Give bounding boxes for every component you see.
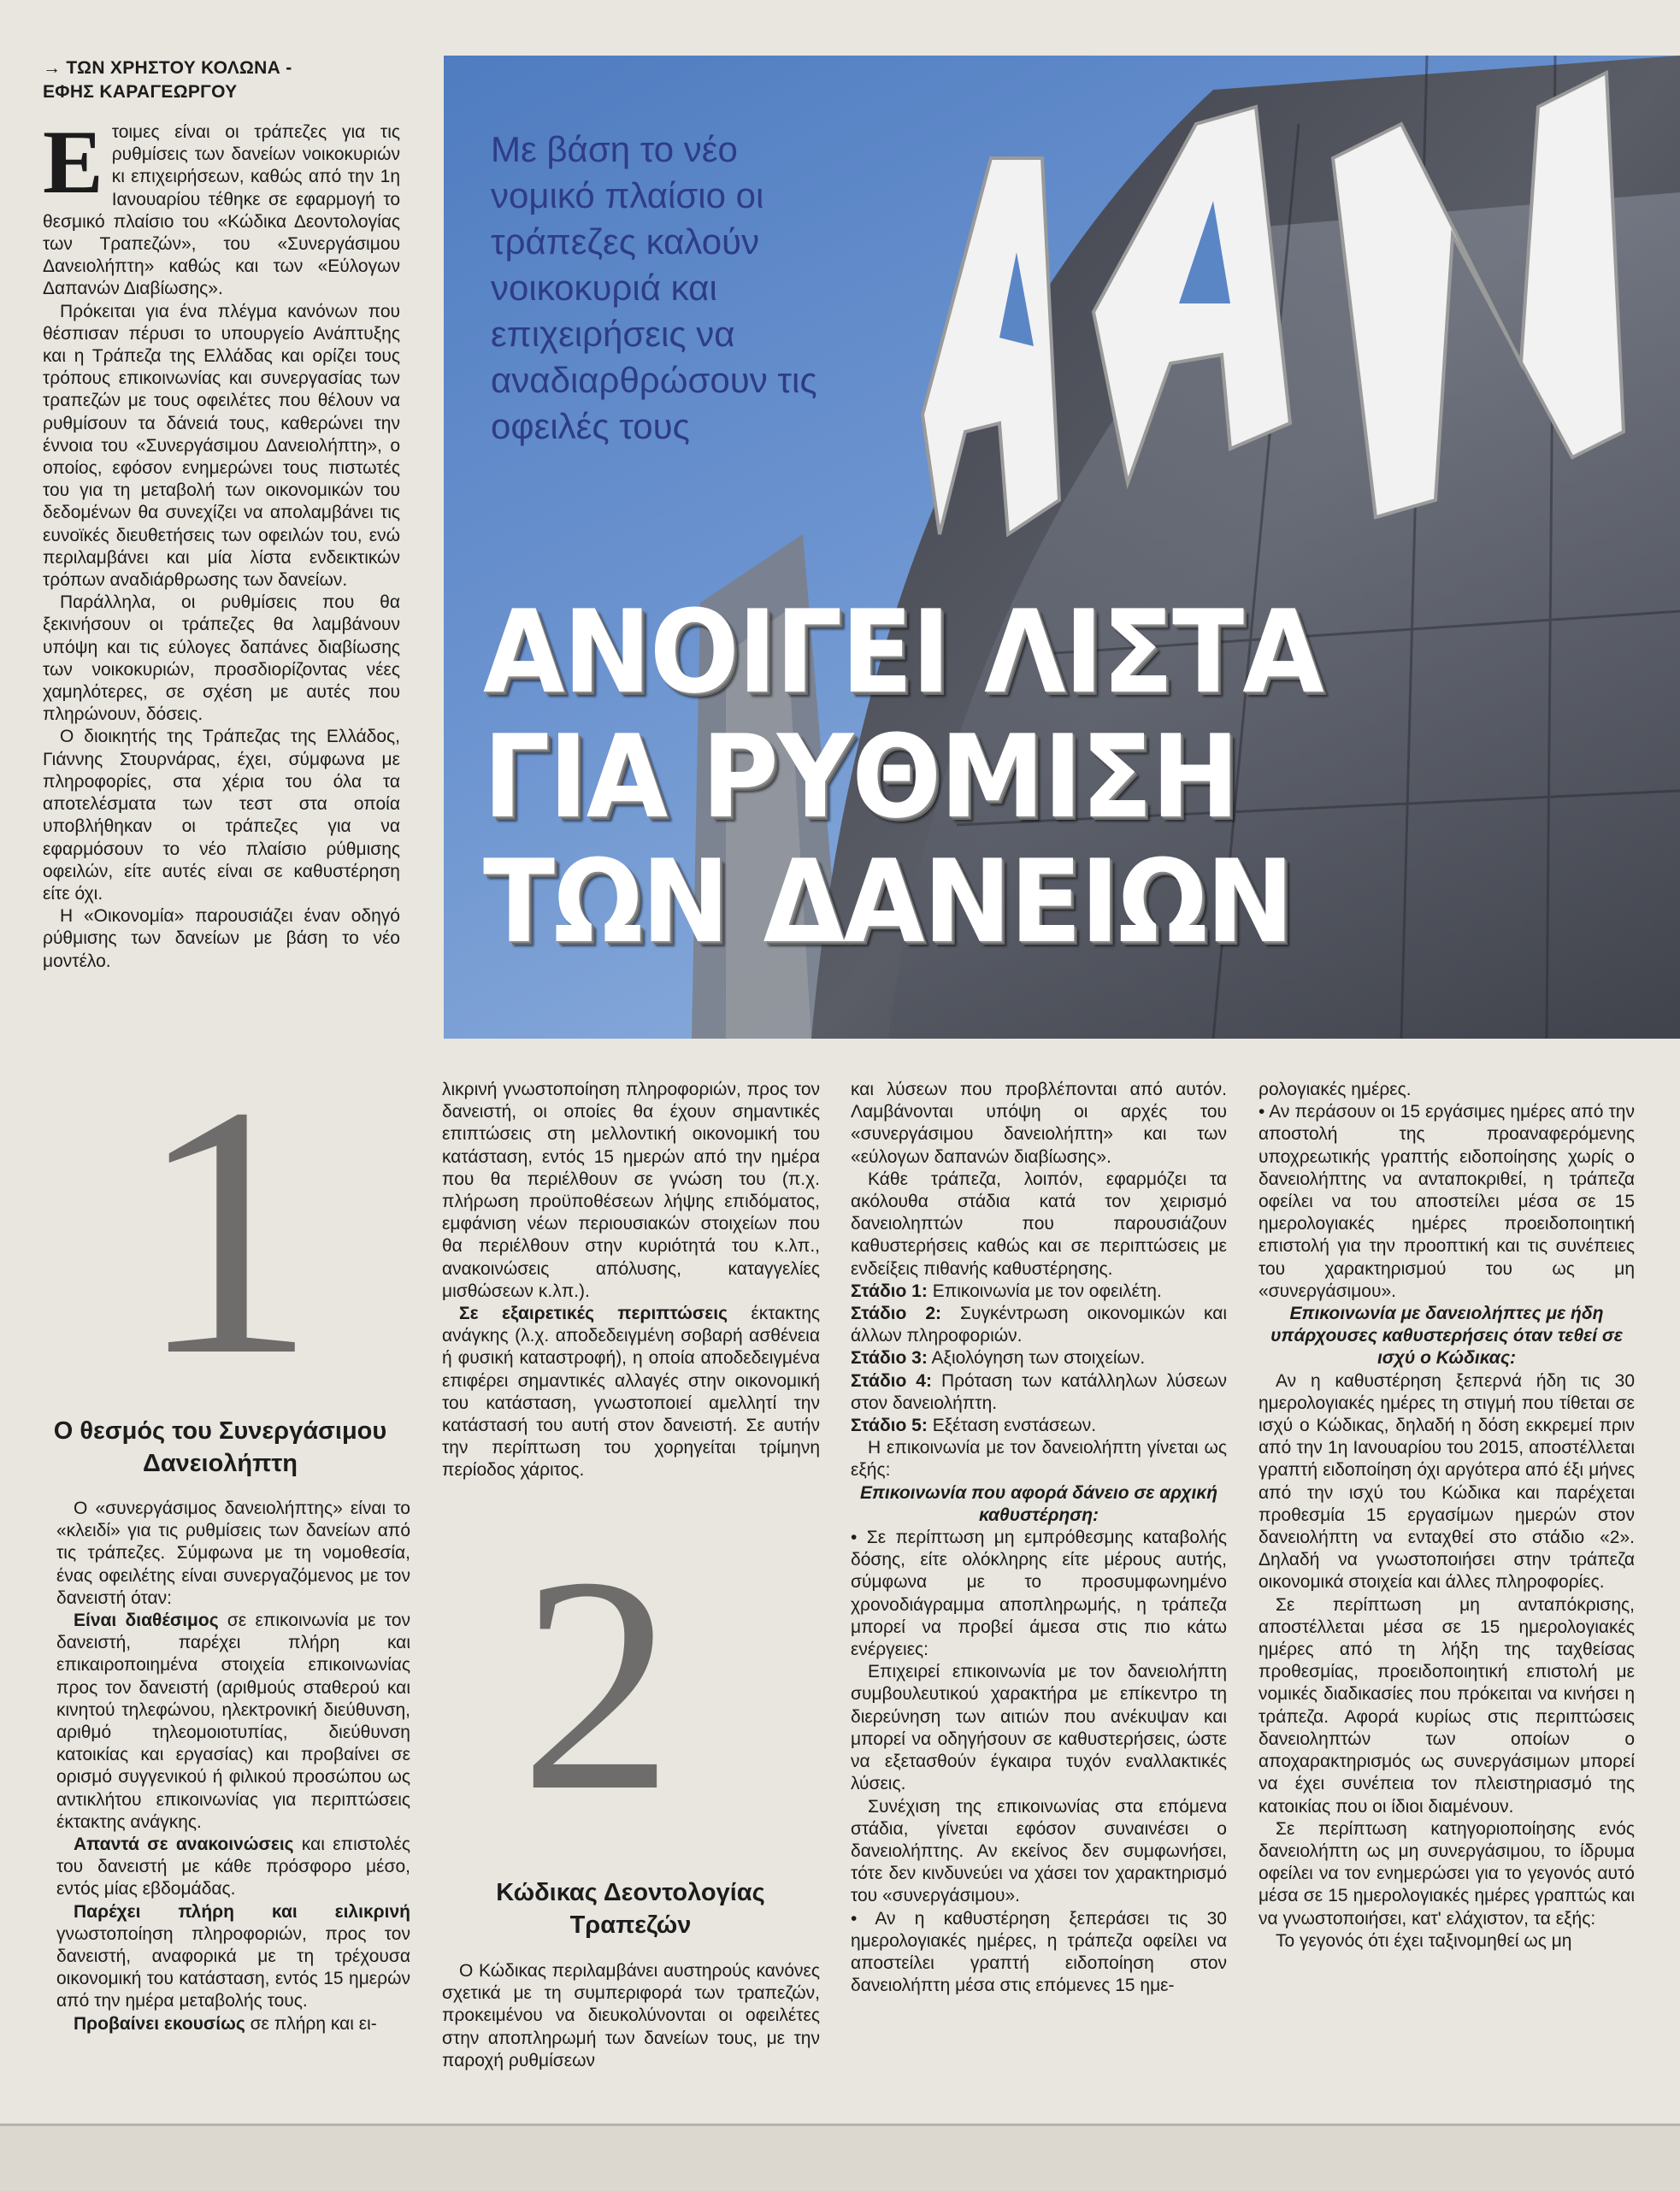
body-paragraph: Σε περίπτωση κατηγοριοποίησης ενός δανειολήπτη ως μη συνεργάσιμου, το ίδρυμα οφείλει να τον ενημερώσει για το γεγονός αυτό μέσα σε 15 ημερολογιακές ημέρες γραπτώς και να γνωστοποιήσει, κατ' ελάχιστον, τα εξής: [1259, 1818, 1635, 1929]
section-title: Ο θεσμός του Συνεργάσιμου Δανειολήπτη [53, 1417, 387, 1477]
inline-subheading: Επικοινωνία που αφορά δάνειο σε αρχική καθυστέρηση: [859, 1482, 1218, 1525]
body-paragraph: Σε εξαιρετικές περιπτώσεις έκτακτης ανάγκης (λ.χ. αποδεδειγμένη σοβαρή ασθένεια ή φυσική καταστροφή), η οποία αποδεδειγμένα επιφέρει σημαντικές αλλαγές στην οικονομική του κατάσταση, γνωστοποιεί αμελλητί την κατάστασή του αυτή στον δανειστή. Σε αυτήν την περίπτωση του χορηγείται τρίμηνη περίοδος χάριτος. [442, 1304, 820, 1481]
main-headline [483, 586, 1388, 969]
section-title: Κώδικας Δεοντολογίας Τραπεζών [496, 1879, 765, 1939]
body-paragraph: Παρέχει πλήρη και ειλικρινή γνωστοποίηση πληροφοριών, προς τον δανειστή, αναφορικά με τη τρέχουσα οικονομική του κατάσταση, εντός 15 ημερών από την ημέρα μεταβολής τους. [56, 1901, 410, 2011]
body-paragraph: • Σε περίπτωση μη εμπρόθεσμης καταβολής δόσης, είτε ολόκληρης είτε μέρους αυτής, σύμφωνα με το προσυμφωνημένο χρονοδιάγραμμα αποπληρωμής, η τράπεζα μπορεί να προβεί άμεσα στις πιο κάτω ενέργειες: [851, 1528, 1227, 1660]
byline-authors: → ΤΩΝ ΧΡΗΣΤΟΥ ΚΟΛΩΝΑ - [43, 58, 292, 78]
body-paragraph: Συνέχιση της επικοινωνίας στα επόμενα στάδια, γίνεται εφόσον συναινέσει ο δανειολήπτης. Αν εκείνος δεν συμφωνήσει, τότε δεν κινδυνεύει να χάσει τον χαρακτηρισμό του «συνεργάσιμου». [851, 1796, 1227, 1906]
page-margin-bottom [0, 2123, 1680, 2191]
body-paragraph: και λύσεων που προβλέπονται από αυτόν. Λαμβάνονται υπόψη οι αρχές του «συνεργάσιμου δανειολήπτη» και των «εύλογων δαπανών διαβίωσης». [851, 1080, 1227, 1167]
body-paragraph: Σε περίπτωση μη ανταπόκρισης, αποστέλλεται μέσα σε 15 ημερολογιακές ημέρες από τη λήξη της ταχθείσας προθεσμίας, προειδοποιητική επιστολή με νομικές διαδικασίες που πρόκειται να κινήσει η τράπεζα. Αφορά κυρίως στις περιπτώσεις δανειοληπτών των οποίων ο αποχαρακτηρισμός ως συνεργάσιμων μπορεί να έχει συνέπεια τον πλειστηριασμό της κατοικίας που οι ίδιοι διαμένουν. [1259, 1594, 1635, 1817]
stage-item: Στάδιο 2: Συγκέντρωση οικονομικών και άλλων πληροφοριών. [851, 1304, 1227, 1346]
column-4 [851, 1079, 1227, 1997]
body-paragraph: Κάθε τράπεζα, λοιπόν, εφαρμόζει τα ακόλουθα στάδια κατά τον χειρισμό δανειοληπτών που παρουσιάζουν καθυστερήσεις καθώς και σε περιπτώσεις με ενδείξεις πιθανής καθυστέρησης. [851, 1169, 1227, 1279]
body-paragraph: Αν η καθυστέρηση ξεπερνά ήδη τις 30 ημερολογιακές ημέρες τη στιγμή που τίθεται σε ισχύ ο Κώδικας, δηλαδή η δόση εκκρεμεί πριν από την 1η Ιανουαρίου του 2015, αποστέλλεται γραπτή ειδοποίηση όχι αργότερα από έξι μήνες από την ισχύ του Κώδικα και παρέχεται προθεσμία 15 εργασίμων ημερών στον δανειολήπτη να ενταχθεί στο στάδιο «2». Δηλαδή να γνωστοποιήσει στην τράπεζα οικονομικά στοιχεία και άλλες πληροφορίες. [1259, 1370, 1635, 1593]
intro-paragraph: Ο διοικητής της Τράπεζας της Ελλάδος, Γιάννης Στουρνάρας, έχει, σύμφωνα με πληροφορίες, στα χέρια του όλα τα αποτελέσματα των τεστ στα οποία υποβλήθηκαν οι τράπεζες για να εφαρμόσουν το νέο πλαίσιο ρύθμισης οφειλών, είτε αυτές είναι σε καθυστέρηση είτε όχι. [43, 727, 400, 904]
body-paragraph: Ο Κώδικας περιλαμβάνει αυστηρούς κανόνες σχετικά με τη συμπεριφορά των τραπεζών, προκειμένου να διευκολύνονται οι οφειλέτες στην αποπληρωμή των δανείων τους, με την παροχή ρυθμίσεων [442, 1961, 820, 2070]
body-paragraph: ρολογιακές ημέρες. [1259, 1080, 1412, 1099]
inline-subheading: Επικοινωνία με δανειολήπτες με ήδη υπάρχουσες καθυστερήσεις όταν τεθεί σε ισχύ ο Κώδικας: [1270, 1304, 1623, 1369]
body-paragraph: Η επικοινωνία με τον δανειολήπτη γίνεται ως εξής: [851, 1438, 1227, 1481]
column-3 [442, 1079, 820, 1482]
column-5 [1259, 1079, 1635, 1952]
headline-line: ΤΩΝ ΔΑΝΕΙΩΝ [483, 835, 1293, 969]
intro-paragraph: Ετοιμες είναι οι τράπεζες για τις ρυθμίσεις των δανείων νοικοκυριών κι επιχειρήσεων, καθώς από την 1η Ιανουαρίου τέθηκε σε εφαρμογή το θεσμικό πλαίσιο του «Κώδικα Δεοντολογίας των Τραπεζών», του «Συνεργάσιμου Δανειολήπτη» καθώς και των «Εύλογων Δαπανών Διαβίωσης». [43, 112, 400, 299]
body-paragraph: Επιχειρεί επικοινωνία με τον δανειολήπτη συμβουλευτικού χαρακτήρα με επίκεντρο τη διερεύνηση των αιτιών που ανέκυψαν και μπορεί να οδηγήσουν σε καθυστερήσεις, ώστε να εξετασθούν έγκαιρα τυχόν εναλλακτικές λύσεις. [851, 1662, 1227, 1794]
stage-item: Στάδιο 5: Εξέταση ενστάσεων. [851, 1416, 1097, 1436]
byline-authors-2: ΕΦΗΣ ΚΑΡΑΓΕΩΡΓΟΥ [43, 82, 238, 102]
intro-blurb: Με βάση το νέο νομικό πλαίσιο οι τράπεζες καλούν νοικοκυριά και επιχειρήσεις να αναδιαρθρώσουν τις οφειλές τους [491, 129, 817, 446]
body-paragraph: Ο «συνεργάσιμος δανειολήπτης» είναι το «κλειδί» για τις ρυθμίσεις των δανείων από τις τράπεζες. Σύμφωνα με τη νομοθεσία, ένας οφειλέτης είναι συνεργαζόμενος με τον δανειστή όταν: [56, 1499, 410, 1608]
byline [43, 56, 292, 104]
body-paragraph: • Αν περάσουν οι 15 εργάσιμες ημέρες από την αποστολή της προαναφερόμενης υποχρεωτικής γραπτής ειδοποίησης χωρίς ο δανειολήπτης να ανταποκριθεί, η τράπεζα οφείλει να του αποστείλει μέσα σε 15 ημερολογιακές ημέρες προειδοποιητική επιστολή για την προοπτική και τις συνέπειες του χαρακτηρισμού του ως μη «συνεργάσιμου». [1259, 1102, 1635, 1301]
intro-paragraph: Πρόκειται για ένα πλέγμα κανόνων που θέσπισαν πέρυσι το υπουργείο Ανάπτυξης και η Τράπεζα της Ελλάδας και ορίζει τους τρόπους επικοινωνίας και συνεργασίας των τραπεζών με τους οφειλέτες που θέλουν να ρυθμίσουν τα δάνειά τους, καθερώνει την έννοια του «Συνεργάσιμου Δανειολήπτη», ο οποίος, εφόσον ενημερώνει τους πιστωτές του για τη μεταβολή των οικονομικών του δεδομένων θα συνεχίζει να απολαμβάνει τις ευνοϊκές διευθετήσεις των οφειλών του, ενώ περιλαμβάνει και μία λίστα ενδεικτικών τρόπων αναδιάρθρωσης των δανείων. [43, 301, 400, 591]
body-paragraph: Το γεγονός ότι έχει ταξινομηθεί ως μη [1276, 1930, 1572, 1951]
stage-item: Στάδιο 3: Αξιολόγηση των στοιχείων. [851, 1348, 1146, 1369]
section-number: 1 [137, 1032, 316, 1429]
intro-paragraph: Η «Οικονομία» παρουσιάζει έναν οδηγό ρύθμισης των δανείων με βάση το νέο μοντέλο. [43, 906, 400, 971]
headline-line: ΓΙΑ ΡΥΘΜΙΣΗ [483, 710, 1238, 844]
body-paragraph: Προβαίνει εκουσίως σε πλήρη και ει- [74, 2013, 377, 2034]
section-number: 2 [520, 1513, 674, 1854]
headline-line: ΑΝΟΙΓΕΙ ΛΙΣΤΑ [483, 586, 1323, 719]
lead-photo [444, 56, 1680, 1039]
body-paragraph: Είναι διαθέσιμος σε επικοινωνία με τον δανειστή, παρέχει πλήρη και επικαιροποιημένα στοιχεία επικοινωνίας προς τον δανειστή (αριθμούς σταθερού και κινητού τηλεφώνου, ηλεκτρονική διεύθυνση, αριθμό τηλεομοιοτυπίας, διεύθυνση κατοικίας και εργασίας) και προβαίνει σε ορισμό συγγενικού ή φιλικού προσώπου ως αντικλήτου επικοινωνίας για περιπτώσεις έκτακτης ανάγκης. [56, 1611, 410, 1832]
body-paragraph: Απαντά σε ανακοινώσεις και επιστολές του δανειστή με κάθε πρόσφορο μέσο, εντός μίας εβδομάδας. [56, 1835, 410, 1899]
intro-column [43, 112, 400, 973]
stage-item: Στάδιο 1: Επικοινωνία με τον οφειλέτη. [851, 1281, 1162, 1301]
body-paragraph: • Αν η καθυστέρηση ξεπεράσει τις 30 ημερολογιακές ημέρες, η τράπεζα οφείλει να αποστείλει γραπτή ειδοποίηση στον δανειολήπτη μέσα στις επόμενες 15 ημε- [851, 1908, 1227, 1996]
stage-item: Στάδιο 4: Πρόταση των κατάλληλων λύσεων στον δανειολήπτη. [851, 1370, 1227, 1413]
section1-body [56, 1498, 410, 2035]
drop-cap: Ε [43, 112, 103, 212]
section2-body [442, 1960, 820, 2072]
body-paragraph: λικρινή γνωστοποίηση πληροφοριών, προς τον δανειστή, οι οποίες θα έχουν σημαντικές επιπτώσεις στη μελλοντική οικονομική του κατάσταση, εντός 15 ημερών από την ημέρα που θα περιέλθουν σε γνώση του (π.χ. πλήρωση προϋποθέσεων λήψης επιδόματος, εμφάνιση νέων περιουσιακών στοιχείων που θα περιέλθουν στην κυριότητά του κ.λπ., ανακοινώσεις απόλυσης, καταγγελίες μισθώσεων κ.λπ.). [442, 1080, 820, 1301]
intro-paragraph: Παράλληλα, οι ρυθμίσεις που θα ξεκινήσουν οι τράπεζες θα λαμβάνουν υπόψη και τις εύλογες δαπάνες διαβίωσης των νοικοκυριών, προσδιορίζοντας νέες χαμηλότερες, σε σχέση με αυτές που πληρώνουν, δόσεις. [43, 592, 400, 725]
